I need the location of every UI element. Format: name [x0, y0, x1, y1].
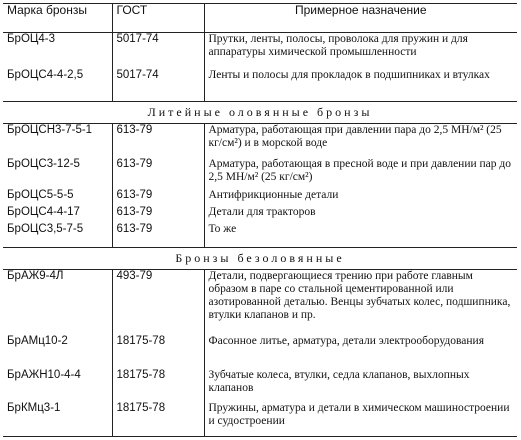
purpose-cell: Ленты и полосы для прокладок в подшипниках и втулках — [208, 69, 490, 82]
purpose-cell: Зубчатые колеса, втулки, седла клапанов, выхлопных клапанов — [208, 369, 470, 395]
gost-cell: 613-79 — [112, 189, 204, 206]
grade-cell: БрОЦС4-4-2,5 — [3, 69, 112, 101]
grade-cell: БрОЦС4-4-17 — [3, 206, 112, 223]
section-row-tinless — [3, 248, 517, 270]
section-row-cast-tin — [3, 102, 517, 124]
header-purpose: Примерное назначение — [204, 4, 517, 33]
purpose-cell: То же — [208, 223, 237, 236]
table-row — [3, 369, 517, 401]
section-title: Бронзы безоловянные — [3, 248, 517, 270]
table-row — [3, 158, 517, 188]
header-grade: Марка бронзы — [3, 4, 112, 33]
purpose-cell: Фасонное литье, арматура, детали электрооборудования — [208, 334, 484, 347]
grade-cell: БрАЖН10-4-4 — [3, 369, 112, 401]
gost-cell: 18175-78 — [112, 369, 204, 401]
header-row — [3, 4, 517, 33]
gost-cell: 18175-78 — [112, 402, 204, 437]
header-gost: ГОСТ — [112, 4, 204, 33]
gost-cell: 493-79 — [112, 270, 204, 335]
bronze-grades-table — [3, 3, 517, 437]
purpose-cell: Арматура, работающая в пресной воде и при давлении пар до 2,5 МН/м² (25 кг/см²) — [208, 158, 512, 184]
grade-cell: БрОЦС5-5-5 — [3, 189, 112, 206]
grade-cell: БрКМц3-1 — [3, 402, 112, 437]
grade-cell: БрОЦС3,5-7-5 — [3, 223, 112, 247]
gost-cell: 18175-78 — [112, 335, 204, 370]
gost-cell: 5017-74 — [112, 33, 204, 70]
table-row — [3, 124, 517, 159]
gost-cell: 613-79 — [112, 158, 204, 188]
table-row — [3, 270, 517, 335]
table-row — [3, 189, 517, 206]
table-row — [3, 223, 517, 247]
table-row — [3, 335, 517, 370]
gost-cell: 613-79 — [112, 223, 204, 247]
purpose-cell: Детали, подвергающиеся трению при работе главным образом в паре со стальной цементированной или азотированной деталью. Венцы зубчатых колес, подшипника, втулки клапанов и пр. — [208, 270, 511, 322]
grade-cell: БрОЦ4-3 — [3, 33, 112, 70]
grade-cell: БрОЦС3-12-5 — [3, 158, 112, 188]
table-header — [3, 4, 517, 33]
grade-cell: БрАЖ9-4Л — [3, 270, 112, 335]
table-row — [3, 33, 517, 70]
gost-cell: 613-79 — [112, 206, 204, 223]
table-row — [3, 69, 517, 101]
purpose-cell: Арматура, работающая при давлении пара до 2,5 МН/м² (25 кг/см²) и в морской воде — [208, 124, 502, 150]
grade-cell: БрОЦСН3-7-5-1 — [3, 124, 112, 159]
purpose-cell: Прутки, ленты, полосы, проволока для пружин и для аппаратуры химической промышленности — [208, 33, 468, 58]
purpose-cell: Детали для тракторов — [208, 206, 316, 219]
gost-cell: 613-79 — [112, 124, 204, 159]
purpose-cell: Антифрикционные детали — [208, 188, 339, 201]
grade-cell: БрАМц10-2 — [3, 335, 112, 370]
purpose-cell: Пружины, арматура и детали в химическом машиностроении и судостроении — [204, 402, 517, 437]
section-title: Литейные оловянные бронзы — [3, 102, 517, 124]
gost-cell: 5017-74 — [112, 69, 204, 101]
table-row — [3, 402, 517, 437]
table-row — [3, 206, 517, 223]
